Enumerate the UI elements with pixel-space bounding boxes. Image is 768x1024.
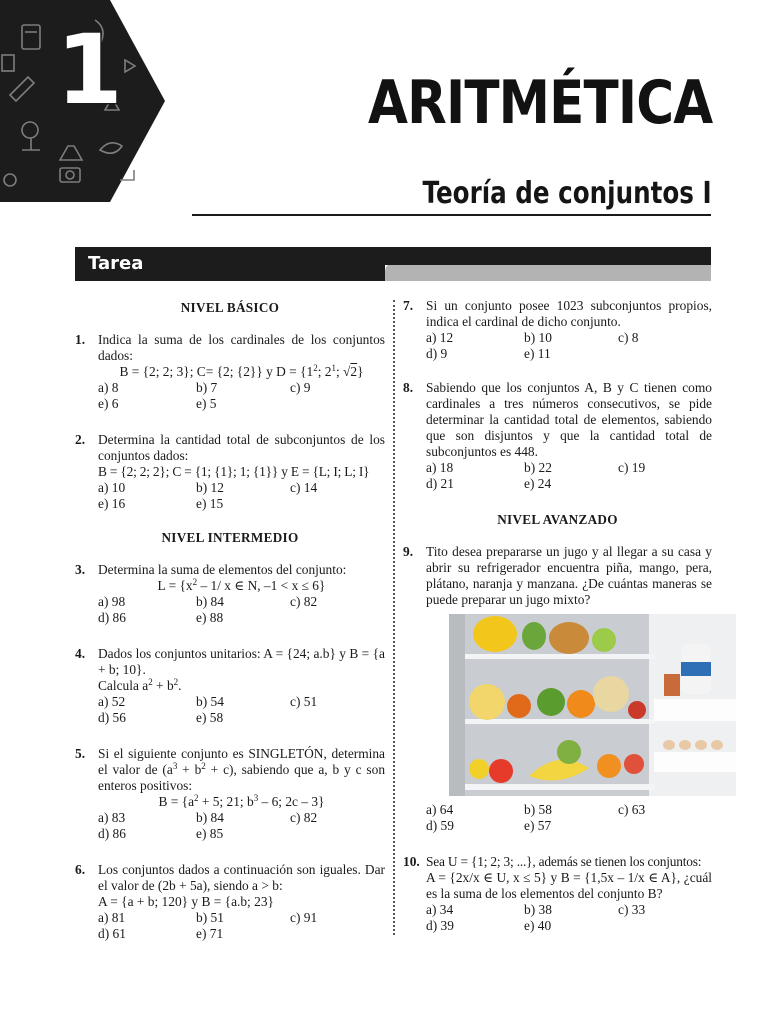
option[interactable]: a) 10: [98, 480, 126, 495]
option[interactable]: d) 39: [426, 918, 454, 933]
question-text: Sabiendo que los conjuntos A, B y C tienen como cardinales a tres números consecutivos, se pide determinar la cantidad total de elementos, sabiendo que son disjuntos y que la cantidad total de subconjuntos es 448.: [426, 380, 712, 459]
option[interactable]: d) 21: [426, 476, 454, 491]
option[interactable]: d) 9: [426, 346, 448, 361]
option[interactable]: d) 59: [426, 818, 454, 833]
left-column: [75, 298, 385, 942]
section-label: Tarea: [88, 253, 144, 274]
option[interactable]: b) 7: [196, 380, 218, 395]
question-number: 3.: [75, 562, 86, 577]
question-9: [403, 544, 712, 834]
option[interactable]: c) 9: [290, 380, 311, 395]
option[interactable]: e) 85: [196, 826, 224, 841]
option[interactable]: b) 22: [524, 460, 552, 475]
option[interactable]: e) 24: [524, 476, 552, 491]
answer-options: [98, 480, 385, 512]
question-1: [75, 332, 385, 412]
option[interactable]: a) 52: [98, 694, 126, 709]
chapter-corner-banner: [0, 0, 165, 202]
question-6: [75, 862, 385, 942]
option[interactable]: e) 5: [196, 396, 217, 411]
answer-options: [98, 910, 385, 942]
option[interactable]: c) 19: [618, 460, 646, 475]
option[interactable]: e) 40: [524, 918, 552, 933]
answer-options: [98, 594, 385, 626]
question-text-continued: A = {2x/x ∈ U, x ≤ 5} y B = {1,5x – 1/x ∈ A}, ¿cuál es la suma de los elementos del conjunto B?: [426, 870, 712, 901]
question-text: Determina la cantidad total de subconjuntos de los conjuntos dados:: [98, 432, 385, 463]
option[interactable]: a) 98: [98, 594, 126, 609]
question-text: Si el siguiente conjunto es SINGLETÓN, determina el valor de $(a^3 + b^2 + c)$, sabiendo que a, b y c son enteros positivos:: [98, 746, 386, 793]
topic-underline: [192, 214, 711, 216]
question-text: Dados los conjuntos unitarios: A = {24; a.b} y B = {a + b; 10}.: [98, 646, 385, 677]
option[interactable]: c) 63: [618, 802, 646, 817]
option[interactable]: a) 8: [98, 380, 119, 395]
option[interactable]: b) 38: [524, 902, 552, 917]
answer-options: [426, 460, 712, 492]
option[interactable]: a) 18: [426, 460, 454, 475]
question-number: 6.: [75, 862, 86, 877]
option[interactable]: b) 84: [196, 594, 224, 609]
right-column: [403, 298, 712, 934]
question-text: Los conjuntos dados a continuación son iguales. Dar el valor de (2b + 5a), siendo a > b:: [98, 862, 385, 893]
option[interactable]: e) 58: [196, 710, 224, 725]
option[interactable]: c) 82: [290, 810, 318, 825]
question-number: 10.: [403, 854, 420, 869]
answer-options: [98, 694, 385, 726]
option[interactable]: a) 64: [426, 802, 454, 817]
option[interactable]: b) 84: [196, 810, 224, 825]
section-bar: [75, 247, 711, 281]
option[interactable]: b) 54: [196, 694, 224, 709]
option[interactable]: e) 16: [98, 496, 126, 511]
answer-options: [98, 810, 385, 842]
option[interactable]: d) 86: [98, 826, 126, 841]
topic-title: Teoría de conjuntos I: [422, 176, 712, 211]
question-number: 7.: [403, 298, 414, 313]
answer-options: [98, 380, 385, 412]
question-sets: B = {2; 2; 3}; C= {2; {2}} y $D = \{1^2$; $2^1$; √2}: [119, 363, 364, 379]
option[interactable]: a) 83: [98, 810, 126, 825]
option[interactable]: e) 11: [524, 346, 551, 361]
subject-title: ARITMÉTICA: [367, 68, 712, 138]
option[interactable]: e) 88: [196, 610, 224, 625]
question-10: [403, 854, 712, 934]
question-text: Determina la suma de elementos del conjunto:: [98, 562, 347, 577]
answer-options: [426, 802, 712, 834]
option[interactable]: b) 58: [524, 802, 552, 817]
chapter-number: 1: [56, 14, 123, 126]
option[interactable]: d) 61: [98, 926, 126, 941]
question-number: 8.: [403, 380, 414, 395]
option[interactable]: c) 33: [618, 902, 646, 917]
option[interactable]: b) 51: [196, 910, 224, 925]
question-8: [403, 380, 712, 492]
question-instruction: Calcula $a^2 + b^2$.: [98, 677, 182, 693]
level-heading-advanced: NIVEL AVANZADO: [497, 512, 618, 527]
question-3: [75, 562, 385, 626]
option[interactable]: e) 15: [196, 496, 224, 511]
option[interactable]: e) 6: [98, 396, 119, 411]
answer-options: [426, 902, 712, 934]
question-text: Si un conjunto posee 1023 subconjuntos propios, indica el cardinal de dicho conjunto.: [426, 298, 712, 329]
question-text: Indica la suma de los cardinales de los conjuntos dados:: [98, 332, 385, 363]
level-heading-intermediate: NIVEL INTERMEDIO: [161, 530, 299, 545]
question-number: 9.: [403, 544, 414, 559]
question-7: [403, 298, 712, 362]
question-number: 4.: [75, 646, 86, 661]
question-number: 5.: [75, 746, 86, 761]
option[interactable]: c) 51: [290, 694, 318, 709]
refrigerator-fruit-photo: [449, 614, 736, 796]
option[interactable]: e) 71: [196, 926, 224, 941]
question-text: Tito desea prepararse un jugo y al llegar a su casa y abrir su refrigerador encuentra piña, mango, pera, plátano, naranja y manzana. ¿De cuántas maneras se puede preparar un jugo mixto?: [426, 544, 712, 607]
question-2: [75, 432, 385, 512]
question-sets: A = {a + b; 120} y B = {a.b; 23}: [98, 894, 274, 909]
option[interactable]: e) 57: [524, 818, 552, 833]
option[interactable]: a) 12: [426, 330, 454, 345]
option[interactable]: d) 56: [98, 710, 126, 725]
option[interactable]: b) 10: [524, 330, 552, 345]
option[interactable]: d) 86: [98, 610, 126, 625]
option[interactable]: a) 34: [426, 902, 454, 917]
question-text: Sea U = {1; 2; 3; ...}, además se tienen los conjuntos:: [426, 854, 702, 869]
question-number: 1.: [75, 332, 86, 347]
question-5: [75, 746, 385, 842]
option[interactable]: c) 91: [290, 910, 318, 925]
question-set-expression: $L = \{x^2 - 1/$ x ∈ N, –1 < x ≤ 6}: [157, 577, 326, 593]
option[interactable]: c) 82: [290, 594, 318, 609]
question-number: 2.: [75, 432, 86, 447]
option[interactable]: b) 12: [196, 480, 224, 495]
option[interactable]: c) 14: [290, 480, 318, 495]
answer-options: [426, 330, 712, 362]
column-divider: [393, 300, 395, 935]
question-set-expression: $B = \{a^2 + 5$; 21; $b^3 - 6$; 2c – 3}: [158, 793, 325, 809]
question-4: [75, 646, 385, 726]
option[interactable]: a) 81: [98, 910, 126, 925]
level-heading-basic: NIVEL BÁSICO: [180, 300, 280, 315]
option[interactable]: c) 8: [618, 330, 639, 345]
question-sets: B = {2; 2; 2}; C = {1; {1}; 1; {1}} y E = {L; I; L; I}: [98, 464, 370, 479]
